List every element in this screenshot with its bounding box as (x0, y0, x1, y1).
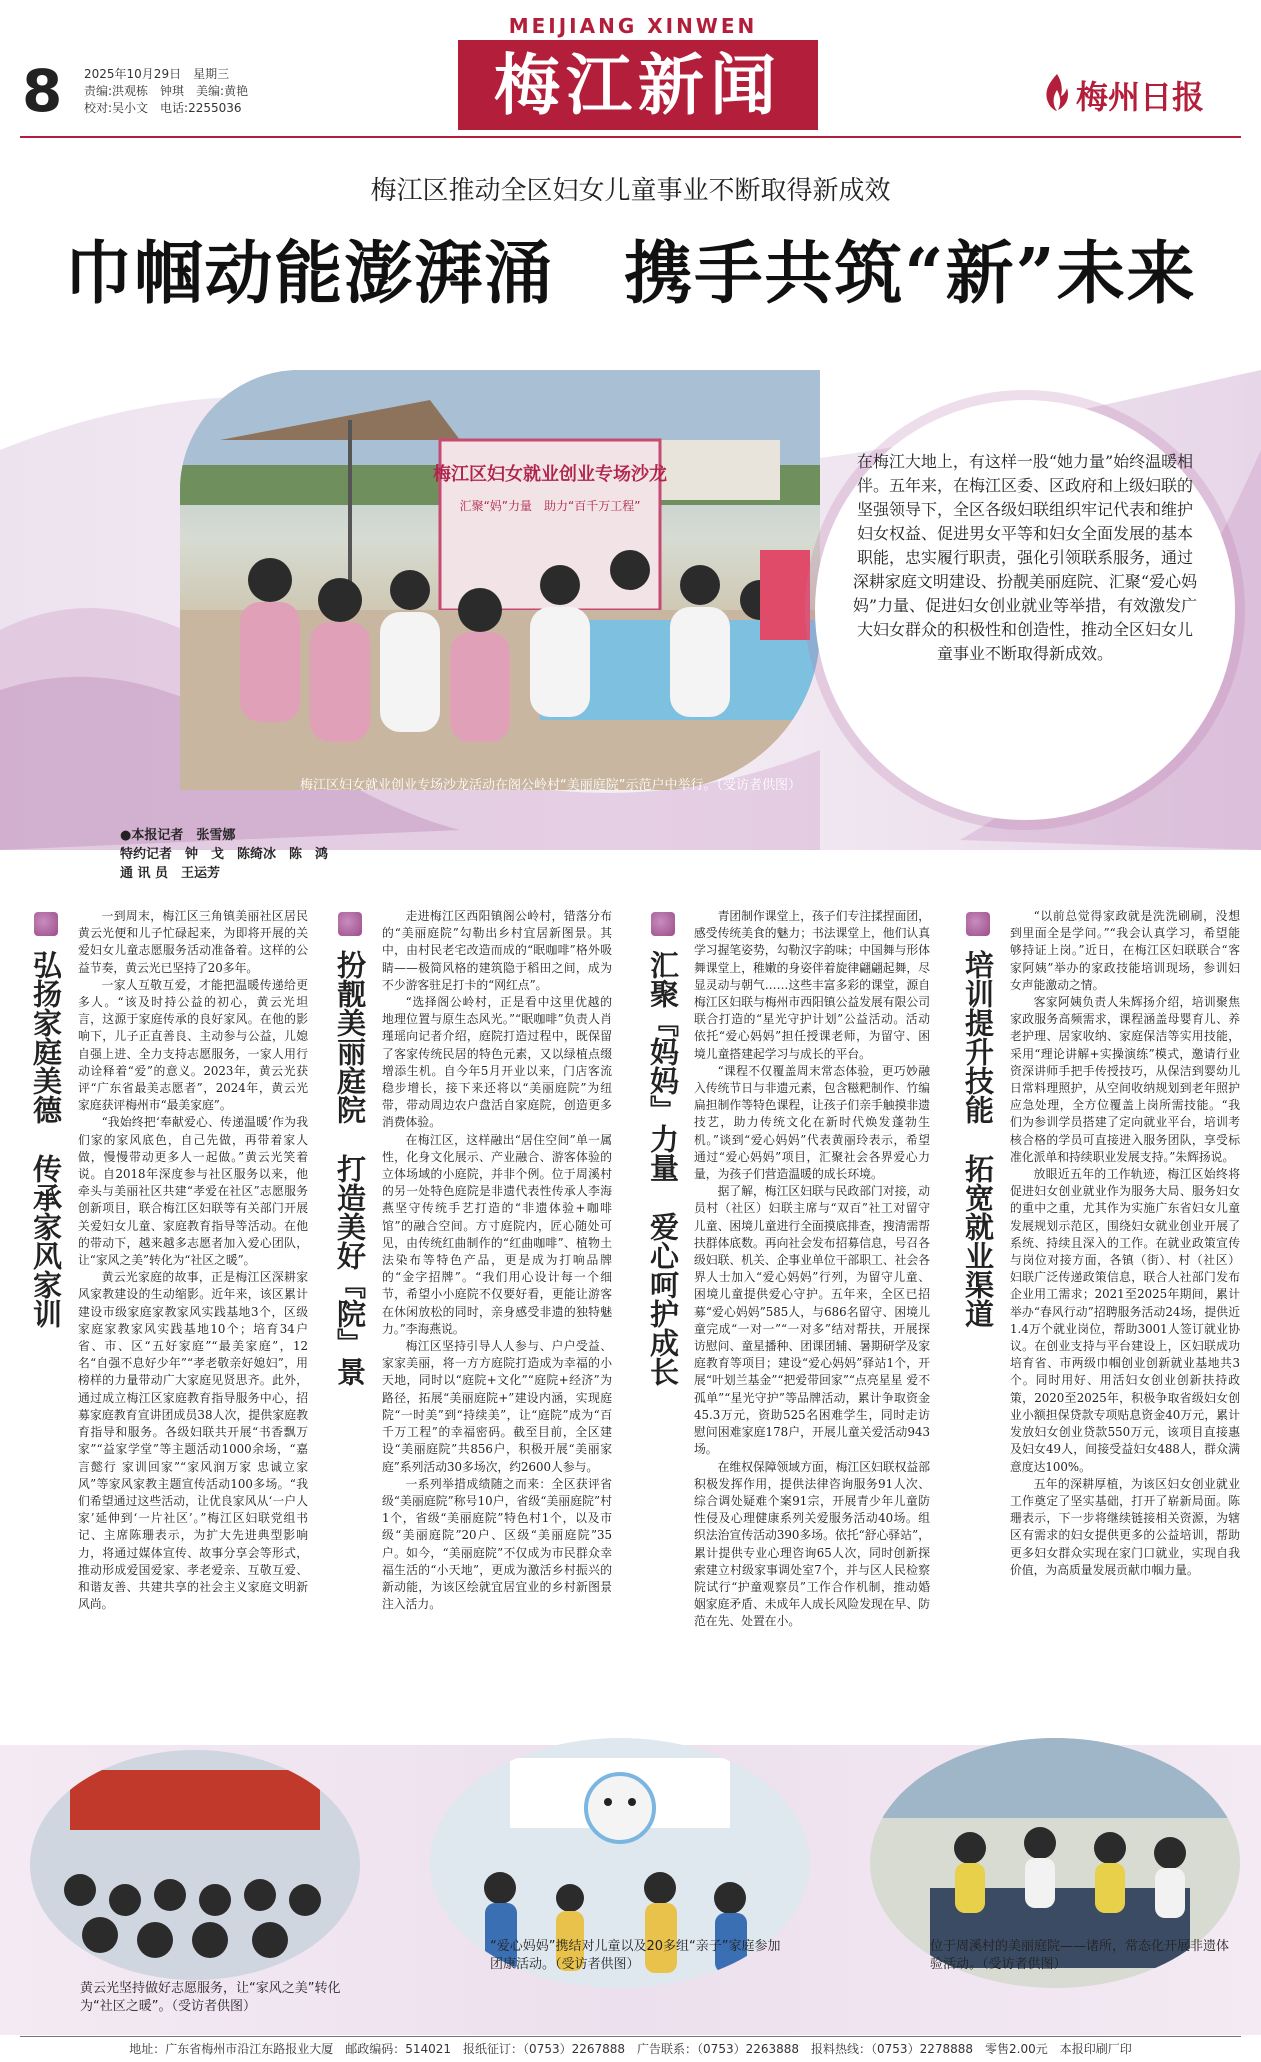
paragraph: 五年的深耕厚植，为该区妇女创业就业工作奠定了坚实基础，打开了崭新局面。陈珊表示，下一步将继续链接相关资源，为辖区有需求的妇女提供更多的公益培训，帮助更多妇女群众实现在家门口就业，实现自我价值，为高质量发展贡献巾帼力量。 (1010, 1476, 1240, 1577)
section-heading-2 (330, 912, 370, 1394)
banner-subtitle: 汇聚“妈”力量 助力“百千万工程” (459, 499, 641, 513)
section-heading-4b: 拓宽就业渠道 (961, 1154, 995, 1328)
section-heading-3b: 爱心呵护成长 (646, 1212, 680, 1386)
flame-logo-icon (1040, 72, 1074, 112)
paragraph: “以前总觉得家政就是洗洗刷刷，没想到里面全是学问。”“我会认真学习，希望能够持证上岗。”近日，在梅江区妇联联合“客家阿姨”举办的家政技能培训现场，参训妇女声能激动之情。 (1010, 909, 1240, 992)
byline-reporter: ●本报记者 张雪娜 (120, 828, 236, 843)
byline-correspondent: 通 讯 员 王运芳 (120, 866, 221, 881)
photo-caption-3: 位于周溪村的美丽庭院——诸所，常态化开展非遗体验活动。（受访者供图） (930, 1939, 1230, 1972)
masthead-pinyin: MEIJIANG XINWEN (508, 14, 758, 38)
section-title: 梅江新闻 (458, 40, 818, 130)
section-heading-1a: 弘扬家庭美德 (29, 950, 63, 1124)
section-heading-1b: 传承家风家训 (29, 1154, 63, 1328)
intro-text: 在梅江大地上，有这样一股“她力量”始终温暖相伴。五年来，在梅江区委、区政府和上级妇联的坚强领导下，全区各级妇联组织牢记代表和维护妇女权益、促进男女平等和妇女全面发展的基本职能，忠实履行职责，强化引领联系服务，通过深耕家庭文明建设、扮靓美丽庭院、汇聚“爱心妈妈”力量、促进妇女创业就业等举措，有效激发广大妇女群众的积极性和创造性，推动全区妇女儿童事业不断取得新成效。 (852, 452, 1198, 663)
section-bullet-icon (338, 912, 362, 936)
article-column-1 (78, 908, 308, 1738)
hero-photo (180, 370, 820, 790)
byline (120, 826, 520, 883)
section-heading-2a: 扮靓美丽庭院 (333, 950, 367, 1124)
article-column-2 (382, 908, 612, 1738)
newspaper-logo: 梅州日报 (1076, 78, 1205, 116)
main-headline: 巾帼动能澎湃涌 携手共筑“新”未来 (64, 234, 1197, 314)
paragraph: 一到周末，梅江区三角镇美丽社区居民黄云光便和儿子忙碌起来，为即将开展的关爱妇女儿童志愿服务活动准备着。这样的公益节奏，黄云光已坚持了20多年。 (78, 909, 308, 975)
paragraph: 青团制作课堂上，孩子们专注揉捏面团，感受传统美食的魅力；书法课堂上，他们认真学习握笔姿势，勾勒汉字韵味；中国舞与形体舞课堂上，稚嫩的身姿伴着旋律翩翩起舞，尽显灵动与朝气……这些丰富多彩的课堂，源自梅江区妇联与梅州市西阳镇公益发展有限公司联合打造的“星光守护计划”公益活动。活动依托“爱心妈妈”担任授课老师，为留守、困境儿童搭建起学习与成长的平台。 (694, 909, 930, 1061)
paragraph: 在梅江区，这样融出“居住空间”单一属性，化身文化展示、产业融合、游客体验的立体场域的小庭院，并非个例。位于周溪村的另一处特色庭院是非遗代表性传承人李海燕坚守传统手艺打造的“非遗体验+咖啡馆”的融合空间。方寸庭院内，匠心随处可见，由传统红曲制作的“红曲咖啡”、植物土法染布等特色产品，更是成为打响品牌的“金字招牌”。“我们用心设计每一个细节，希望小小庭院不仅要好看，更能让游客在休闲放松的同时，亲身感受非遗的独特魅力。”李海燕说。 (382, 1132, 612, 1336)
salon-scene-illustration (180, 370, 820, 790)
paragraph: “选择阁公岭村，正是看中这里优越的地理位置与原生态风光。”“眠咖啡”负责人肖瑾瑶向记者介绍，庭院打造过程中，既保留了客家传统民居的特色元素，又以绿植点缀增添生机。自今年5月开业以来，门店客流稳步增长，接下来还将以“美丽庭院”为纽带，带动周边农户盘活自家庭院，创造更多消费体验。 (382, 995, 612, 1130)
paragraph: 黄云光家庭的故事，正是梅江区深耕家风家教建设的生动缩影。近年来，该区累计建设市级家庭家教家风实践基地3个，区级家庭家教家风实践基地10个；培育34户省、市、区“五好家庭”“最美家庭”，12名“自强不息好少年”“孝老敬亲好媳妇”，用榜样的力量带动广大家庭见贤思齐。此外，通过成立梅江区家庭教育指导服务中心，招募家庭教育宣讲团成员38人次，提供家庭教育指导和服务。各级妇联共开展“书香飘万家”“益家学堂”等主题活动1000余场，“嘉言懿行 家训回家”“家风润万家 忠诚立家风”等家风家教主题宣传活动100多场。“我们希望通过这些活动，让优良家风从‘一户人家’延伸到‘一片社区’。”梅江区妇联党组书记、主席陈珊表示，为扩大先进典型影响力，将通过媒体宣传、故事分享会等形式，推动形成爱国爱家、孝老爱亲、互敬互爱、和谐友善、共建共享的社会主义家庭文明新风尚。 (78, 1270, 308, 1612)
paragraph: 据了解，梅江区妇联与民政部门对接，动员村（社区）妇联主席与“双百”社工对留守儿童、困境儿童进行全面摸底排查，搜清需帮扶群体底数。再向社会发布招募信息，号召各级妇联、机关、企事业单位干部职工、社会各界人士加入“爱心妈妈”行列，为留守儿童、困境儿童提供爱心守护。五年来，全区已招募“爱心妈妈”585人，与686名留守、困境儿童完成“一对一”“一对多”结对帮扶，开展探访慰问、童星播种、团课团辅、暑期研学及家庭教育等项目；建设“爱心妈妈”驿站1个，开展“叶划兰基金”“把爱带回家”“点亮星星 爱不孤单”“星光守护”等品牌活动，累计争取资金45.3万元，资助525名困难学生，同时走访慰问困难家庭178户，开展儿童关爱活动943场。 (694, 1184, 930, 1457)
section-heading-1 (26, 912, 66, 1336)
paragraph: 一家人互敬互爱，才能把温暖传递给更多人。“该及时持公益的初心，黄云光坦言，这源于家庭传承的良好家风。在他的影响下，儿子正直善良、主动参与公益，儿媳自强上进、全力支持志愿服务，一家人用行动诠释着“爱”的意义。2023年，黄云光获评“广东省最美志愿者”，2024年，黄云光家庭获评梅州市“最美家庭”。 (78, 977, 308, 1113)
hero-caption: 梅江区妇女就业创业专场沙龙活动在阁公岭村“美丽庭院”示范户中举行。（受访者供图） (300, 778, 801, 793)
photo-volunteer-meeting (30, 1750, 360, 1980)
section-bullet-icon (966, 912, 990, 936)
masthead-rule (20, 136, 1241, 138)
paragraph: 一系列举措成绩随之而来：全区获评省级“美丽庭院”称号10户，省级“美丽庭院”村1个，省级“美丽庭院”特色村1个，以及市级“美丽庭院”20户、区级“美丽庭院”35户。如今，“美丽庭院”不仅成为市民群众幸福生活的“小天地”，更成为激活乡村振兴的新动能，为该区绘就宜居宜业的乡村新图景注入活力。 (382, 1476, 612, 1612)
page-info (84, 66, 324, 117)
paragraph: 梅江区坚持引导人人参与、户户受益、家家美丽，将一方方庭院打造成为幸福的小天地，同时以“庭院+文化”“庭院+经济”为路径，拓展“美丽庭院+”建设内涵，实现庭院“一时美”到“持续美”，让“庭院”成为“百千万工程”的幸福密码。截至目前，全区建设“美丽庭院”共856户，积极开展“美丽家庭”系列活动30多场次，约2600人参与。 (382, 1339, 612, 1474)
section-heading-3 (643, 912, 683, 1394)
paragraph: 客家阿姨负责人朱辉扬介绍，培训聚焦家政服务高频需求，课程涵盖母婴育儿、养老护理、居家收纳、家庭保洁等实用技能，采用“理论讲解+实操演练”模式，邀请行业资深讲师手把手传授技巧，从保洁到婴幼儿日常料理照护，从空间收纳规划到老年照护应急处理，全方位覆盖上岗所需技能。“我们为参训学员搭建了定向就业平台，培训考核合格的学员可直接进入服务团队，享受标准化派单和持续职业发展支持。”朱辉扬说。 (1010, 995, 1240, 1164)
footer: 地址：广东省梅州市沿江东路报业大厦 邮政编码：514021 报纸征订：（0753）2267888 广告联系：（0753）2263888 报料热线：（0753）2278888 零售2.00元 本报印刷厂印 (20, 2036, 1241, 2060)
proof-line: 校对:吴小文 电话:2255036 (84, 101, 242, 115)
section-heading-3a: 汇聚『妈妈』力量 (646, 950, 680, 1182)
photo-caption-2: “爱心妈妈”携结对儿童以及20多组“亲子”家庭参加团康活动。（受访者供图） (490, 1939, 781, 1972)
paragraph: 放眼近五年的工作轨迹，梅江区始终将促进妇女创业就业作为服务大局、服务妇女的重中之重，尤其作为实施广东省妇女儿童发展规划示范区，围绕妇女就业创业开展了系统、持续且深入的工作。在就业政策宣传与岗位对接方面，各镇（街）、村（社区）妇联广泛传递政策信息，联合人社部门发布企业用工需求；2021至2025年期间，累计举办“春风行动”招聘服务活动24场，提供近1.4万个就业岗位，帮助3001人签订就业协议。在创业支持与平台建设上，区妇联成功培育省、市两级巾帼创业创新就业基地共3个。同时用好、用活妇女创业创新扶持政策，2020至2025年，积极争取省级妇女创业小额担保贷款专项贴息资金40万元，累计发放妇女创业贷款550万元，该项目直接惠及妇女49人，间接受益妇女488人，群众满意度达100%。 (1010, 1167, 1240, 1474)
section-heading-4 (958, 912, 998, 1336)
section-bullet-icon (34, 912, 58, 936)
article-column-4 (1010, 908, 1240, 1738)
paragraph: “我始终把‘奉献爱心、传递温暖’作为我们家的家风底色，自己先做，再带着家人做，慢慢带动更多人一起做。”黄云光笑着说。自2018年深度参与社区服务以来，他牵头与美丽社区共建“孝爱在社区”志愿服务创新项目，联合梅江区妇联等有关部门开展关爱妇女儿童、家庭教育指导等活动。在他的带动下，越来越多志愿者加入爱心团队，让“家风之美”转化为“社区之暖”。 (78, 1115, 308, 1268)
page-number: 8 (22, 57, 63, 125)
date-line: 2025年10月29日 星期三 (84, 67, 230, 81)
subheadline: 梅江区推动全区妇女儿童事业不断取得新成效 (370, 176, 891, 206)
meeting-scene-illustration (30, 1750, 360, 1980)
section-bullet-icon (651, 912, 675, 936)
editors-line: 责编:洪观栋 钟琪 美编:黄艳 (84, 84, 249, 98)
byline-special: 特约记者 钟 戈 陈绮冰 陈 鸿 (120, 847, 329, 862)
article-column-3 (694, 908, 930, 1738)
paragraph: 走进梅江区西阳镇阁公岭村，错落分布的“美丽庭院”勾勒出乡村宜居新图景。其中，由村民老宅改造而成的“眠咖啡”格外吸睛——极简风格的建筑隐于稻田之间，成为不少游客驻足打卡的“网红点”。 (382, 909, 612, 992)
section-heading-2b: 打造美好『院』景 (333, 1154, 367, 1386)
photo-caption-1: 黄云光坚持做好志愿服务，让“家风之美”转化为“社区之暖”。（受访者供图） (80, 1981, 341, 2014)
paragraph: “课程不仅覆盖周末常态体验，更巧妙融入传统节日与非遗元素，包含糍粑制作、竹编扁担制作等特色课程，让孩子们亲手触摸非遗技艺，助力传统文化在新时代焕发蓬勃生机。”谈到“爱心妈妈”代表黄丽玲表示，希望通过“爱心妈妈”项目，汇聚社会各界爱心力量，为孩子们营造温暖的成长环境。 (694, 1063, 930, 1182)
banner-title: 梅江区妇女就业创业专场沙龙 (433, 464, 667, 485)
paragraph: 在维权保障领域方面，梅江区妇联权益部积极发挥作用，提供法律咨询服务91人次、综合调处疑难个案91宗，开展青少年儿童防性侵及心理健康系列关爱服务活动40场。组织法治宣传活动390多场。依托“舒心驿站”，累计提供专业心理咨询65人次，同时创新探索建立村级家事调处室7个，并与区人民检察院试行“护童观察员”工作合作机制，推动婚姻家庭矛盾、未成年人成长风险发现在早、防范在先、处置在小。 (694, 1459, 930, 1629)
section-heading-4a: 培训提升技能 (961, 950, 995, 1124)
